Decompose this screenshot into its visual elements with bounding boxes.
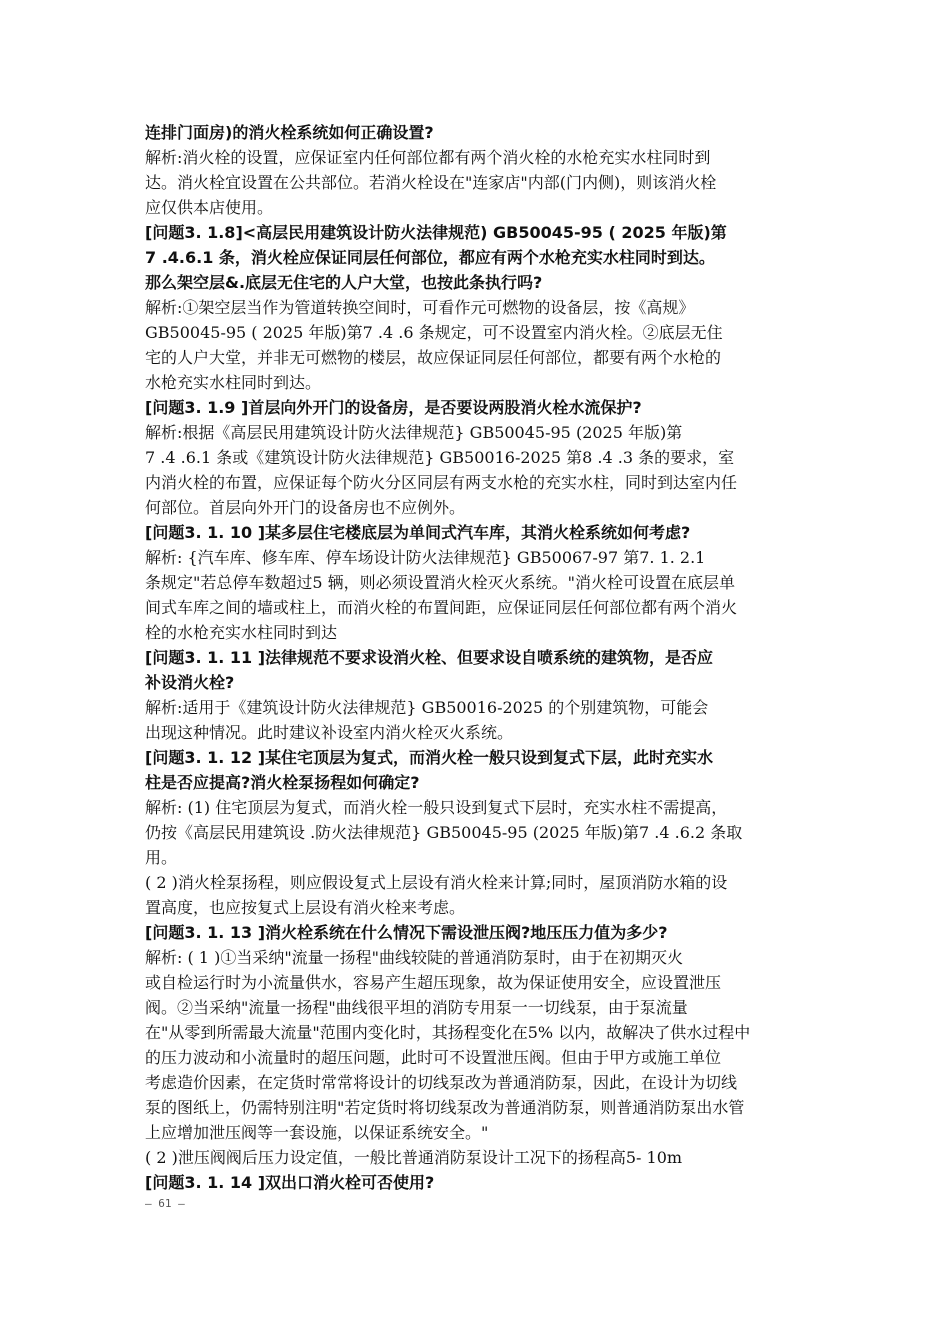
answer-line: 宅的人户大堂，并非无可燃物的楼层，故应保证同层任何部位，都要有两个水枪的 bbox=[145, 348, 722, 367]
answer-line: 解析:①架空层当作为管道转换空间时，可看作元可燃物的设备层，按《高规》 bbox=[145, 298, 695, 317]
answer-line: 用。 bbox=[145, 848, 178, 867]
answer-line: 在"从零到所需最大流量"范围内变化时，其扬程变化在5% 以内，故解决了供水过程中 bbox=[145, 1023, 751, 1042]
answer-line: 或自检运行时为小流量供水，容易产生超压现象，故为保证使用安全，应设置泄压 bbox=[145, 973, 722, 992]
answer-line: 7 .4 .6.1 条或《建筑设计防火法律规范} GB50016-2025 第8 .4 .3 条的要求，室 bbox=[145, 448, 735, 467]
answer-line: 出现这种情况。此时建议补设室内消火栓灭火系统。 bbox=[145, 723, 514, 742]
question-line: 补设消火栓? bbox=[145, 673, 235, 692]
answer-line: 阀。②当采纳"流量一扬程"曲线很平坦的消防专用泵一一切线泵，由于泵流量 bbox=[145, 998, 688, 1017]
answer-line: 解析:适用于《建筑设计防火法律规范} GB50016-2025 的个别建筑物，可能会 bbox=[145, 698, 709, 717]
answer-line: 考虑造价因素，在定货时常常将设计的切线泵改为普通消防泵，因此，在设计为切线 bbox=[145, 1073, 738, 1092]
question-line: 连排门面房)的消火栓系统如何正确设置? bbox=[145, 123, 434, 142]
answer-line: 上应增加泄压阀等一套设施，以保证系统安全。" bbox=[145, 1123, 489, 1142]
answer-line: ( 2 )泄压阀阀后压力设定值，一般比普通消防泵设计工况下的扬程高5- 10m bbox=[145, 1148, 683, 1167]
question-line: [问题3. 1. 11 ]法律规范不要求设消火栓、但要求设自喷系统的建筑物，是否应 bbox=[145, 648, 714, 667]
question-line: [问题3. 1.8]<高层民用建筑设计防火法律规范) GB50045-95 ( 2025 年版)第 bbox=[145, 223, 727, 242]
answer-line: 仍按《高层民用建筑设 .防火法律规范} GB50045-95 (2025 年版)第7 .4 .6.2 条取 bbox=[145, 823, 743, 842]
answer-line: 何部位。首层向外开门的设备房也不应例外。 bbox=[145, 498, 466, 517]
answer-line: 置高度，也应按复式上层设有消火栓来考虑。 bbox=[145, 898, 466, 917]
answer-line: 条规定"若总停车数超过5 辆，则必须设置消火栓灭火系统。"消火栓可设置在底层单 bbox=[145, 573, 735, 592]
answer-line: 解析:消火栓的设置，应保证室内任何部位都有两个消火栓的水枪充实水柱同时到 bbox=[145, 148, 711, 167]
page-number: — 61 — bbox=[145, 1197, 185, 1210]
document-body bbox=[145, 120, 815, 1195]
question-line: 柱是否应提高?消火栓泵扬程如何确定? bbox=[145, 773, 420, 792]
answer-line: 应仅供本店使用。 bbox=[145, 198, 274, 217]
answer-line: GB50045-95 ( 2025 年版)第7 .4 .6 条规定，可不设置室内消火栓。②底层无住 bbox=[145, 323, 723, 342]
answer-line: 解析: (1) 住宅顶层为复式，而消火栓一般只设到复式下层时，充实水柱不需提高， bbox=[145, 798, 728, 817]
answer-line: 水枪充实水柱同时到达。 bbox=[145, 373, 322, 392]
answer-line: 解析:根据《高层民用建筑设计防火法律规范} GB50045-95 (2025 年版)第 bbox=[145, 423, 683, 442]
question-line: [问题3. 1. 10 ]某多层住宅楼底层为单间式汽车库，其消火栓系统如何考虑? bbox=[145, 523, 691, 542]
answer-line: ( 2 )消火栓泵扬程，则应假设复式上层设有消火栓来计算;同时，屋顶消防水箱的设 bbox=[145, 873, 728, 892]
answer-line: 内消火栓的布置，应保证每个防火分区同层有两支水枪的充实水柱，同时到达室内任 bbox=[145, 473, 738, 492]
answer-line: 解析: ( 1 )①当采纳"流量一扬程"曲线较陡的普通消防泵时，由于在初期灭火 bbox=[145, 948, 684, 967]
question-line: [问题3. 1. 14 ]双出口消火栓可否使用? bbox=[145, 1173, 435, 1192]
answer-line: 间式车库之间的墙或柱上，而消火栓的布置间距，应保证同层任何部位都有两个消火 bbox=[145, 598, 738, 617]
question-line: [问题3. 1.9 ]首层向外开门的设备房，是否要设两股消火栓水流保护? bbox=[145, 398, 642, 417]
answer-line: 解析: {汽车库、修车库、停车场设计防火法律规范} GB50067-97 第7. 1. 2.1 bbox=[145, 548, 706, 567]
answer-line: 的压力波动和小流量时的超压问题，此时可不设置泄压阀。但由于甲方或施工单位 bbox=[145, 1048, 722, 1067]
question-line: [问题3. 1. 13 ]消火栓系统在什么情况下需设泄压阀?地压压力值为多少? bbox=[145, 923, 668, 942]
answer-line: 栓的水枪充实水柱同时到达 bbox=[145, 623, 338, 642]
answer-line: 泵的图纸上，仍需特别注明"若定货时将切线泵改为普通消防泵，则普通消防泵出水管 bbox=[145, 1098, 745, 1117]
answer-line: 达。消火栓宜设置在公共部位。若消火栓设在"连家店"内部(门内侧)，则该消火栓 bbox=[145, 173, 717, 192]
question-line: 7 .4.6.1 条，消火栓应保证同层任何部位，都应有两个水枪充实水柱同时到达。 bbox=[145, 248, 715, 267]
question-line: 那么架空层&.底层无住宅的人户大堂，也按此条执行吗? bbox=[145, 273, 543, 292]
question-line: [问题3. 1. 12 ]某住宅顶层为复式，而消火栓一般只设到复式下层，此时充实水 bbox=[145, 748, 714, 767]
